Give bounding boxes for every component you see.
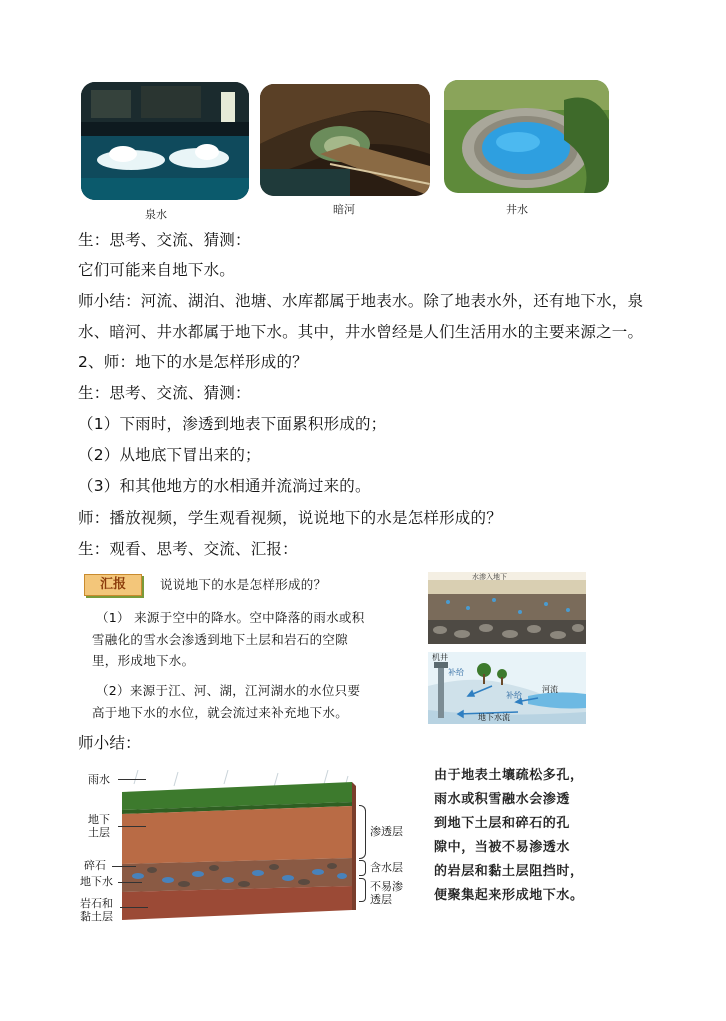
report-badge [84,574,142,596]
seepage-illustration [428,572,586,644]
leader-groundwater [118,882,142,883]
guess-3: （3）和其他地方的水相通并流淌过来的。 [78,477,371,495]
label-soil-1: 地下 [88,813,110,826]
label-permeable: 渗透层 [370,825,403,838]
underground-river-caption: 暗河 [333,203,355,216]
guess-1: （1）下雨时，渗透到地表下面累积形成的； [78,415,387,433]
label-impermeable-2: 透层 [370,893,392,906]
bracket-aquifer [359,860,366,876]
teacher-summary-line2: 水、暗河、井水都属于地下水。其中，井水曾经是人们生活用水的主要来源之一。 [78,323,644,341]
label-gravel: 碎石 [84,859,106,872]
teacher-summary-2: 师小结： [78,734,141,752]
report-badge-label: 汇报 [99,577,126,592]
bracket-permeable [359,805,366,859]
spring-caption: 泉水 [145,208,167,221]
well-photo [444,80,609,193]
label-soil-2: 土层 [88,826,110,839]
side-text-line3: 到地下土层和碎石的孔 [434,816,571,831]
report-source-2-line2: 高于地下水的水位，就会流过来补充地下水。 [92,705,349,720]
well-label: 机井 [432,653,448,662]
report-source-1-line2: 雪融化的雪水会渗透到地下土层和岩石的空隙 [92,632,349,647]
leader-rock [120,907,148,908]
guess-2: （2）从地底下冒出来的； [78,446,261,464]
well-caption: 井水 [506,203,528,216]
student-answer: 它们可能来自地下水。 [78,261,236,279]
student-response-2: 生：思考、交流、猜测： [78,384,251,402]
leader-rain [118,779,146,780]
recharge-diagram [428,652,586,724]
label-rock-1: 岩石和 [80,897,113,910]
report-source-1-line1: （1） 来源于空中的降水。空中降落的雨水或积 [96,610,365,625]
recharge-label-2: 补给 [506,691,522,700]
teacher-question-2: 2、师：地下的水是怎样形成的？ [78,353,308,371]
student-report-prompt: 生：观看、思考、交流、汇报： [78,540,298,558]
side-text-line4: 隙中，当被不易渗透水 [434,840,571,855]
bracket-impermeable [359,878,366,902]
label-rain: 雨水 [88,773,110,786]
side-text-line2: 雨水或积雪融水会渗透 [434,792,571,807]
leader-gravel [112,866,136,867]
report-source-1-line3: 里，形成地下水。 [92,653,195,668]
label-groundwater: 地下水 [80,875,113,888]
groundwater-flow-label: 地下水流 [478,713,510,722]
teacher-video-prompt: 师：播放视频，学生观看视频，说说地下的水是怎样形成的？ [78,509,502,527]
soil-cross-section [118,770,356,928]
label-aquifer: 含水层 [370,861,403,874]
river-label: 河流 [542,685,558,694]
side-text-line5: 的岩层和黏土层阻挡时， [434,864,584,879]
leader-soil [118,826,146,827]
recharge-label-1: 补给 [448,668,464,677]
seepage-title: 水渗入地下 [472,573,507,581]
teacher-summary-line1: 师小结：河流、湖泊、池塘、水库都属于地表水。除了地表水外，还有地下水，泉 [78,292,644,310]
side-text-line6: 便聚集起来形成地下水。 [434,888,584,903]
side-text-line1: 由于地表土壤疏松多孔， [434,768,584,783]
student-response-1: 生：思考、交流、猜测： [78,231,251,249]
underground-river-photo [260,84,430,196]
label-rock-2: 黏土层 [80,910,113,923]
report-source-2-line1: （2）来源于江、河、湖，江河湖水的水位只要 [96,683,361,698]
report-question: 说说地下的水是怎样形成的？ [160,577,327,592]
label-impermeable-1: 不易渗 [370,880,403,893]
spring-photo [81,82,249,200]
